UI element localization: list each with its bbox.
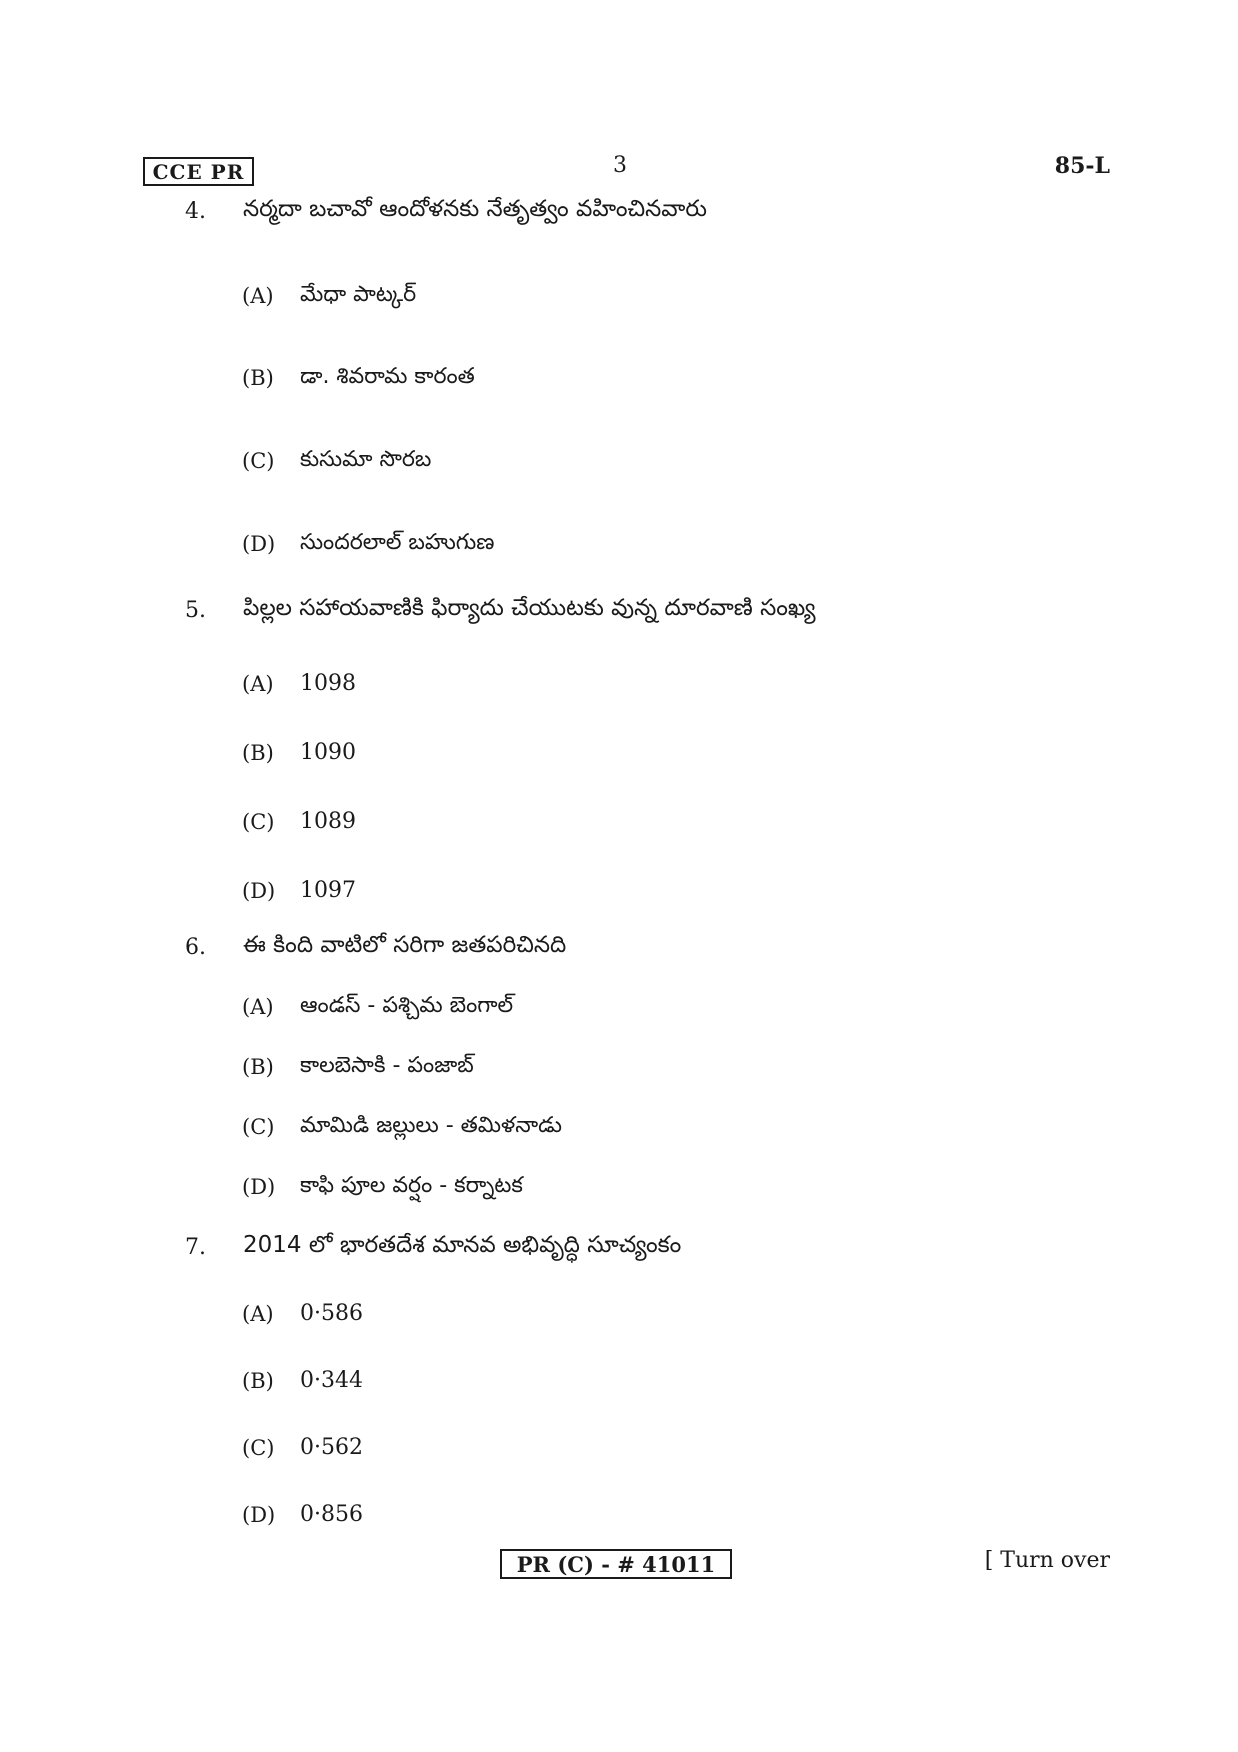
option-text: 0·586 [300,1301,363,1326]
option-label: (A) [242,1302,274,1326]
option-text: ఆండస్ - పశ్చిమ బెంగాల్ [300,993,514,1018]
question-text: పిల్లల సహాయవాణికి ఫిర్యాదు చేయుటకు వున్న దూరవాణి సంఖ్య [243,595,816,621]
option-text: కాఫి పూల వర్షం - కర్నాటక [300,1173,523,1198]
option-label: (B) [242,1369,274,1393]
option-label: (A) [242,995,274,1019]
option-label: (B) [242,366,274,390]
header-code-box: CCE PR [143,157,254,186]
option-text: డా. శివరామ కారంత [300,364,475,389]
option-text: కుసుమా సొరబ [300,447,432,472]
question-text: ఈ కింది వాటిలో సరిగా జతపరిచినది [243,932,567,958]
option-label: (D) [242,1175,276,1199]
option-label: (A) [242,672,274,696]
option-text: మేధా పాట్కర్ [300,282,417,307]
footer-code-box: PR (C) - # 41011 [500,1549,732,1579]
option-label: (C) [242,1436,275,1460]
option-label: (C) [242,1115,275,1139]
page-number: 3 [613,153,627,178]
option-label: (C) [242,810,275,834]
option-label: (C) [242,449,275,473]
option-text: 0·562 [300,1435,363,1460]
option-text: 1097 [300,878,356,903]
option-text: 1089 [300,809,356,834]
option-label: (D) [242,532,276,556]
option-text: 0·856 [300,1502,363,1527]
question-number: 6. [185,935,206,960]
option-label: (A) [242,284,274,308]
option-text: 1098 [300,671,356,696]
question-number: 5. [185,598,206,623]
option-label: (B) [242,741,274,765]
option-label: (D) [242,1503,276,1527]
question-number: 4. [185,199,206,224]
option-text: 0·344 [300,1368,363,1393]
option-label: (D) [242,879,276,903]
option-text: సుందరలాల్ బహుగుణ [300,530,495,555]
question-number: 7. [185,1235,206,1260]
option-label: (B) [242,1055,274,1079]
option-text: మామిడి జల్లులు - తమిళనాడు [300,1113,562,1138]
option-text: కాలబెసాకి - పంజాబ్ [300,1053,474,1078]
paper-code: 85-L [1054,153,1110,179]
option-text: 1090 [300,740,356,765]
question-text: 2014 లో భారతదేశ మానవ అభివృద్ధి సూచ్యంకం [243,1232,682,1258]
question-text: నర్మదా బచావో ఆందోళనకు నేతృత్వం వహించినవారు [243,196,708,222]
turn-over-note: [ Turn over [984,1548,1110,1573]
